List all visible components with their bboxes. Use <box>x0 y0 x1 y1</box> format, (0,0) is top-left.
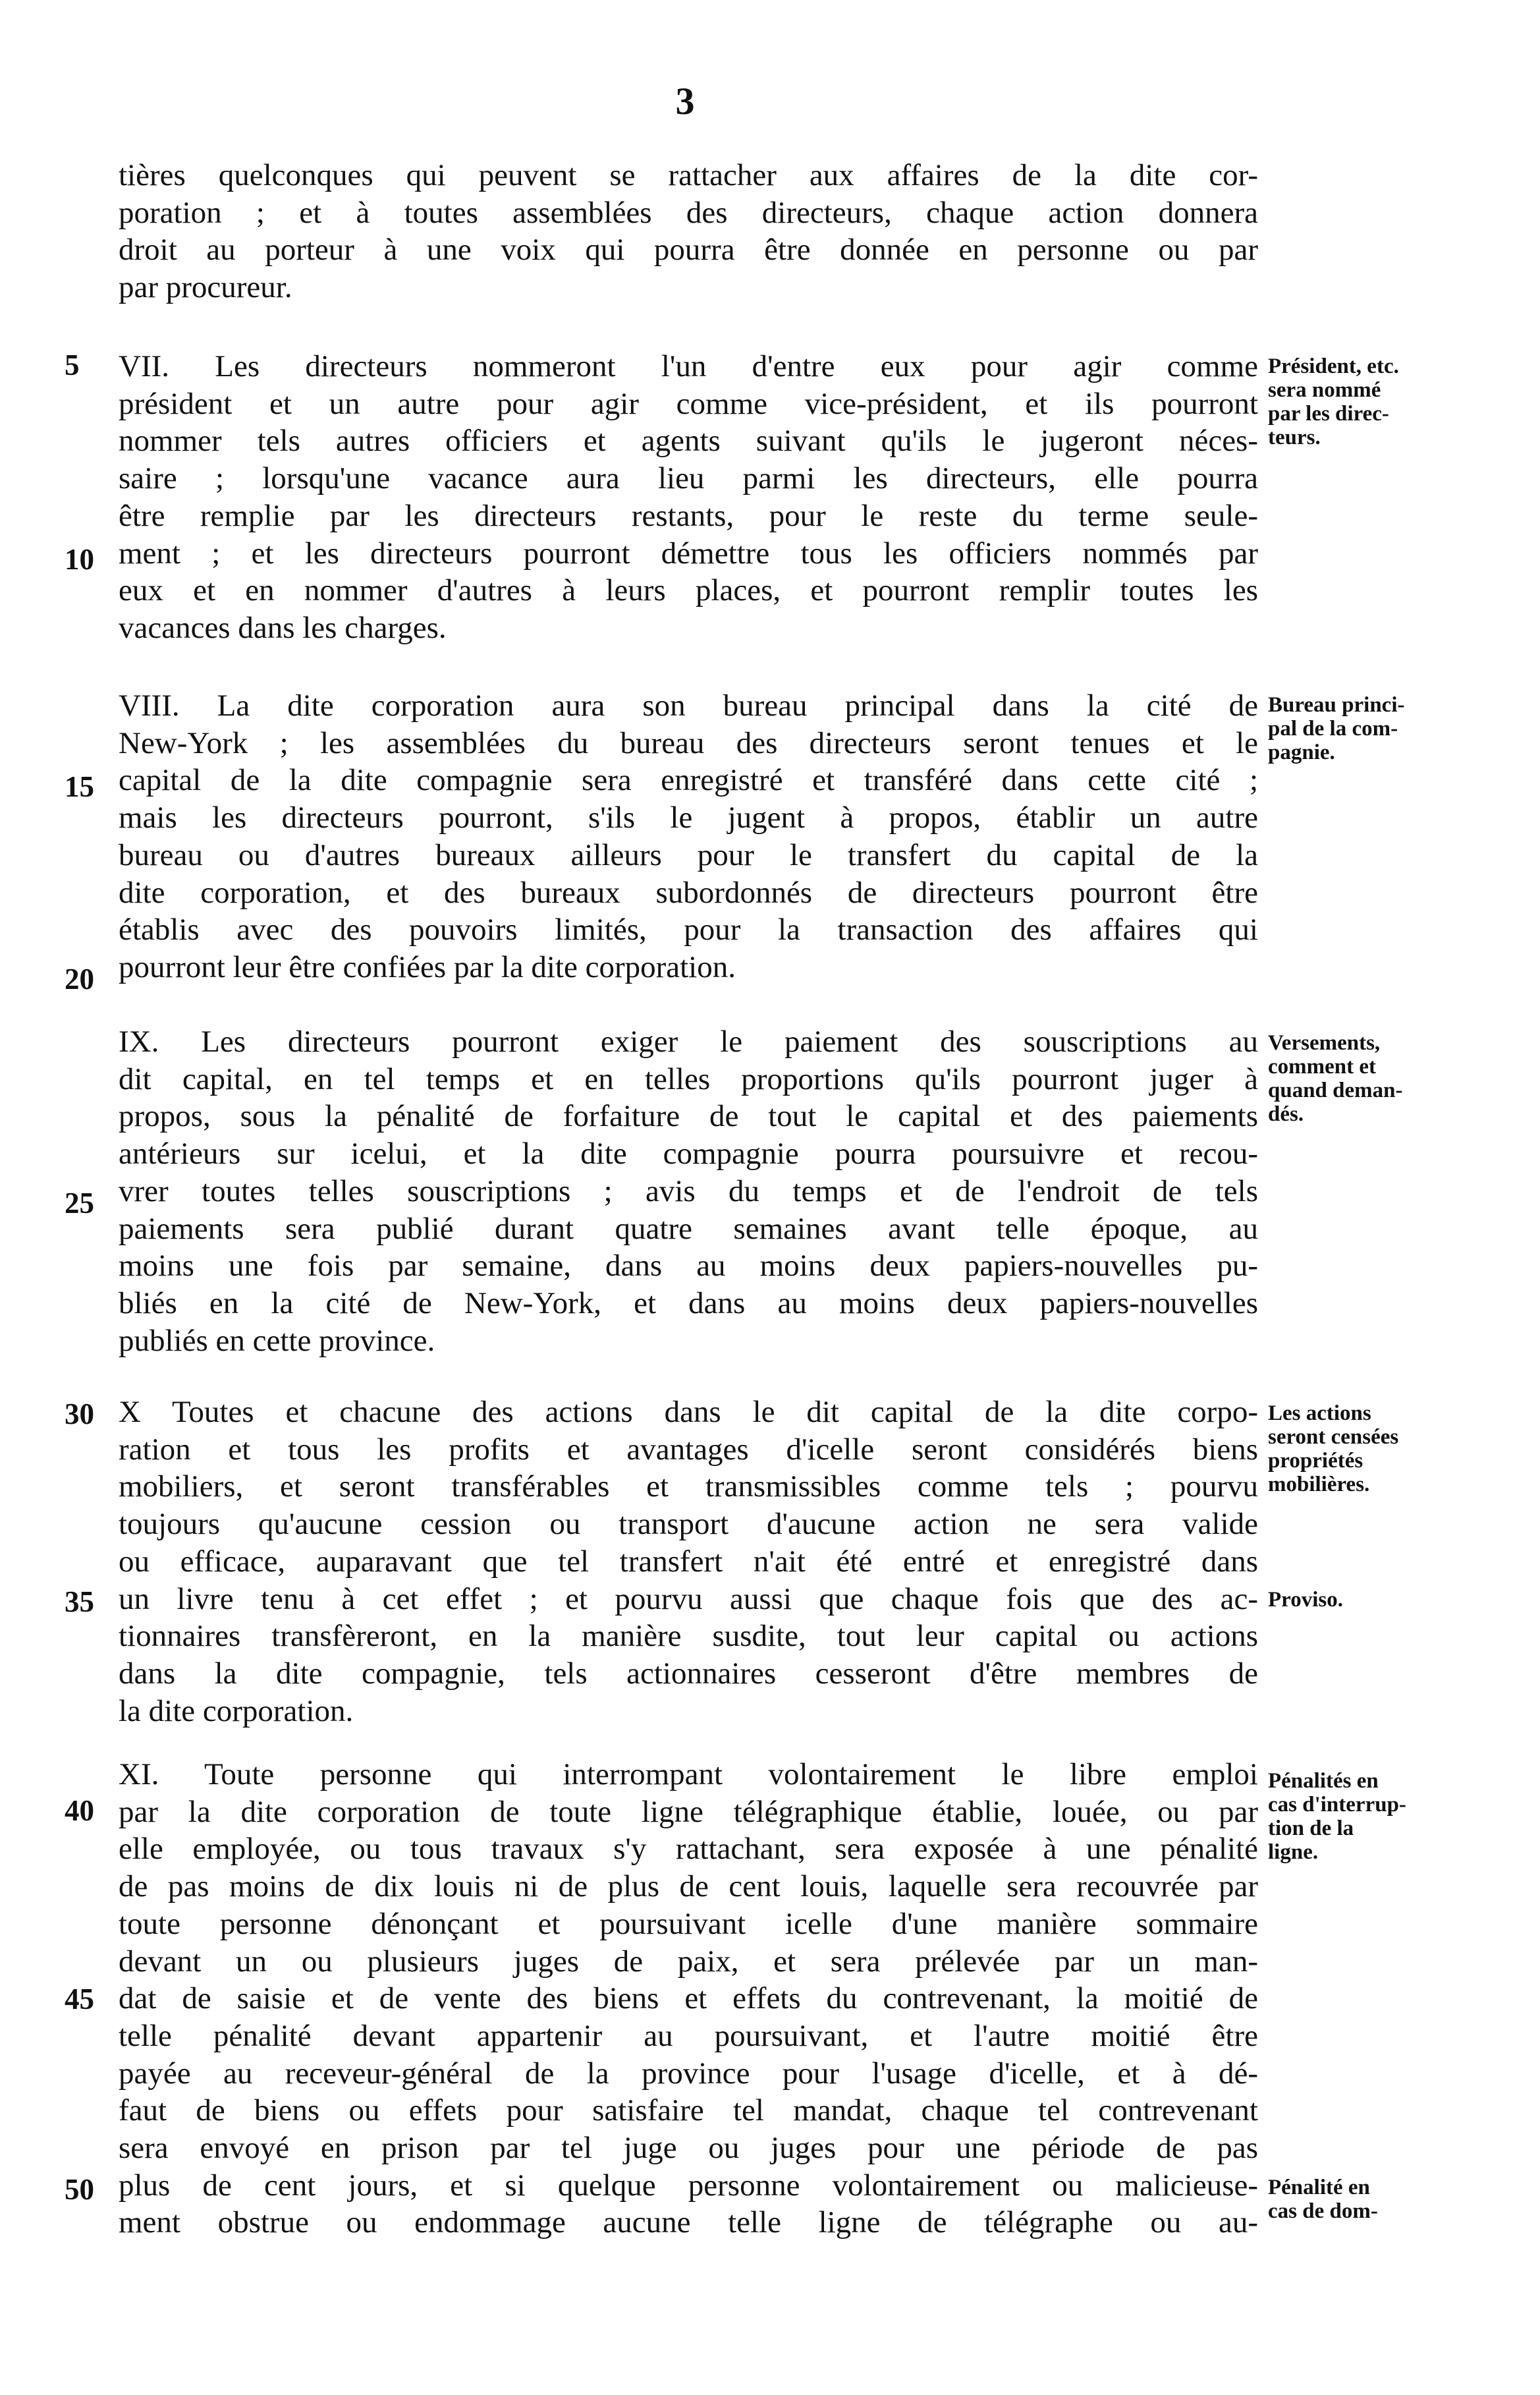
note-line: pagnie. <box>1268 741 1335 764</box>
text-line: établis avec des pouvoirs limités, pour la transaction des affaires qui <box>119 913 1258 947</box>
section-x <box>119 1394 1258 1730</box>
margin-note-penalite-dom <box>1268 2176 1378 2223</box>
line-number: 25 <box>65 1187 94 1220</box>
text-line: nommer tels autres officiers et agents suivant qu'ils le jugeront néces- <box>119 424 1258 459</box>
note-line: dés. <box>1268 1102 1304 1126</box>
text-line: plus de cent jours, et si quelque personne volontairement ou malicieuse- <box>119 2168 1258 2203</box>
text-line: payée au receveur-général de la province pour l'usage d'icelle, et à dé- <box>119 2056 1258 2091</box>
section-ix <box>119 1023 1258 1359</box>
text-line: sera envoyé en prison par tel juge ou juges pour une période de pas <box>119 2131 1258 2166</box>
text-line: président et un autre pour agir comme vice-président, et ils pourront <box>119 386 1258 421</box>
text-line: propos, sous la pénalité de forfaiture de tout le capital et des paiements <box>119 1099 1258 1134</box>
margin-note-proviso <box>1268 1588 1343 1612</box>
text-line: toute personne dénonçant et poursuivant icelle d'une manière sommaire <box>119 1906 1258 1941</box>
line-number: 50 <box>65 2173 94 2206</box>
text-line: bliés en la cité de New-York, et dans au moins deux papiers-nouvelles <box>119 1285 1258 1320</box>
text-line: toujours qu'aucune cession ou transport d'aucune action ne sera valide <box>119 1507 1258 1542</box>
text-line: devant un ou plusieurs juges de paix, et sera prélevée par un man- <box>119 1944 1258 1979</box>
note-line: Pénalité en <box>1268 2176 1370 2199</box>
text-line: tières quelconques qui peuvent se rattacher aux affaires de la dite cor- <box>119 158 1258 192</box>
section-viii <box>119 687 1258 986</box>
line-number: 10 <box>65 543 94 576</box>
note-line: ligne. <box>1268 1840 1319 1864</box>
note-line: Les actions <box>1268 1401 1371 1425</box>
text-line: antérieurs sur icelui, et la dite compagnie pourra poursuivre et recou- <box>119 1137 1258 1171</box>
section-xi <box>119 1756 1258 2241</box>
line-number: 30 <box>65 1397 94 1430</box>
text-line: telle pénalité devant appartenir au poursuivant, et l'autre moitié être <box>119 2018 1258 2053</box>
paragraph-continuation <box>119 157 1258 306</box>
text-line: saire ; lorsqu'une vacance aura lieu parmi les directeurs, elle pourra <box>119 461 1258 496</box>
text-line: vrer toutes telles souscriptions ; avis du temps et de l'endroit de tels <box>119 1173 1258 1208</box>
text-line: capital de la dite compagnie sera enregistré et transféré dans cette cité ; <box>119 763 1258 798</box>
note-line: Versements, <box>1268 1031 1381 1055</box>
margin-note-president <box>1268 354 1399 449</box>
section-vii <box>119 348 1258 647</box>
text-line: bureau ou d'autres bureaux ailleurs pour le transfert du capital de la <box>119 837 1258 872</box>
note-line: mobilières. <box>1268 1473 1370 1496</box>
text-line: pourront leur être confiées par la dite corporation. <box>119 949 736 984</box>
text-line: vacances dans les charges. <box>119 610 447 645</box>
text-line: X Toutes et chacune des actions dans le dit capital de la dite corpo- <box>119 1395 1258 1429</box>
note-line: pal de la com- <box>1268 717 1398 741</box>
text-line: un livre tenu à cet effet ; et pourvu aussi que chaque fois que des ac- <box>119 1581 1258 1616</box>
text-line: dit capital, en tel temps et en telles proportions qu'ils pourront juger à <box>119 1061 1258 1096</box>
text-line: publiés en cette province. <box>119 1323 435 1358</box>
text-line: ment obstrue ou endommage aucune telle ligne de télégraphe ou au- <box>119 2205 1258 2240</box>
margin-note-actions <box>1268 1401 1398 1496</box>
line-number: 45 <box>65 1983 94 2015</box>
note-line: seront censées <box>1268 1425 1399 1449</box>
page-number: 3 <box>675 80 695 123</box>
note-line: teurs. <box>1268 426 1321 449</box>
note-line: comment et <box>1268 1055 1377 1079</box>
note-line: tion de la <box>1268 1817 1354 1840</box>
text-line: paiements sera publié durant quatre semaines avant telle époque, au <box>119 1211 1258 1246</box>
note-line: quand deman- <box>1268 1079 1403 1102</box>
note-line: Proviso. <box>1268 1588 1343 1612</box>
line-number: 40 <box>65 1794 94 1827</box>
note-line: Président, etc. <box>1268 354 1399 378</box>
text-line: moins une fois par semaine, dans au moins deux papiers-nouvelles pu- <box>119 1249 1258 1283</box>
note-line: cas de dom- <box>1268 2199 1378 2223</box>
note-line: propriétés <box>1268 1449 1363 1473</box>
text-line: être remplie par les directeurs restants, pour le reste du terme seule- <box>119 498 1258 533</box>
margin-note-penalites <box>1268 1769 1406 1864</box>
text-line: dat de saisie et de vente des biens et effets du contrevenant, la moitié de <box>119 1981 1258 2016</box>
note-line: sera nommé <box>1268 378 1381 402</box>
text-line: ou efficace, auparavant que tel transfert n'ait été entré et enregistré dans <box>119 1544 1258 1579</box>
text-line: New-York ; les assemblées du bureau des directeurs seront tenues et le <box>119 725 1258 760</box>
line-number: 20 <box>65 963 94 996</box>
text-line: de pas moins de dix louis ni de plus de cent louis, laquelle sera recouvrée par <box>119 1869 1258 1904</box>
line-number: 35 <box>65 1585 94 1618</box>
text-line: ment ; et les directeurs pourront démettre tous les officiers nommés par <box>119 536 1258 571</box>
note-line: Pénalités en <box>1268 1769 1379 1793</box>
text-line: la dite corporation. <box>119 1693 354 1728</box>
text-line: droit au porteur à une voix qui pourra être donnée en personne ou par <box>119 233 1258 268</box>
text-line: IX. Les directeurs pourront exiger le paiement des souscriptions au <box>119 1025 1258 1059</box>
margin-note-versements <box>1268 1031 1403 1126</box>
note-line: cas d'interrup- <box>1268 1793 1406 1817</box>
line-number: 15 <box>65 770 94 803</box>
text-line: VIII. La dite corporation aura son bureau principal dans la cité de <box>119 689 1258 723</box>
text-line: eux et en nommer d'autres à leurs places, et pourront remplir toutes les <box>119 573 1258 608</box>
text-line: mais les directeurs pourront, s'ils le jugent à propos, établir un autre <box>119 801 1258 835</box>
text-line: ration et tous les profits et avantages d'icelle seront considérés biens <box>119 1432 1258 1467</box>
text-line: mobiliers, et seront transférables et transmissibles comme tels ; pourvu <box>119 1469 1258 1504</box>
text-line: tionnaires transfèreront, en la manière susdite, tout leur capital ou actions <box>119 1619 1258 1654</box>
text-line: dite corporation, et des bureaux subordonnés de directeurs pourront être <box>119 875 1258 910</box>
line-number: 5 <box>65 349 80 381</box>
note-line: par les direc- <box>1268 402 1389 426</box>
text-line: dans la dite compagnie, tels actionnaires cesseront d'être membres de <box>119 1656 1258 1691</box>
text-line: poration ; et à toutes assemblées des directeurs, chaque action donnera <box>119 195 1258 230</box>
text-line: par procureur. <box>119 270 292 305</box>
text-line: faut de biens ou effets pour satisfaire tel mandat, chaque tel contrevenant <box>119 2093 1258 2128</box>
note-line: Bureau princi- <box>1268 693 1405 717</box>
text-line: elle employée, ou tous travaux s'y rattachant, sera exposée à une pénalité <box>119 1832 1258 1867</box>
text-line: XI. Toute personne qui interrompant volontairement le libre emploi <box>119 1757 1258 1791</box>
text-line: par la dite corporation de toute ligne télégraphique établie, louée, ou par <box>119 1794 1258 1829</box>
margin-note-bureau <box>1268 693 1405 764</box>
text-line: VII. Les directeurs nommeront l'un d'entre eux pour agir comme <box>119 349 1258 383</box>
